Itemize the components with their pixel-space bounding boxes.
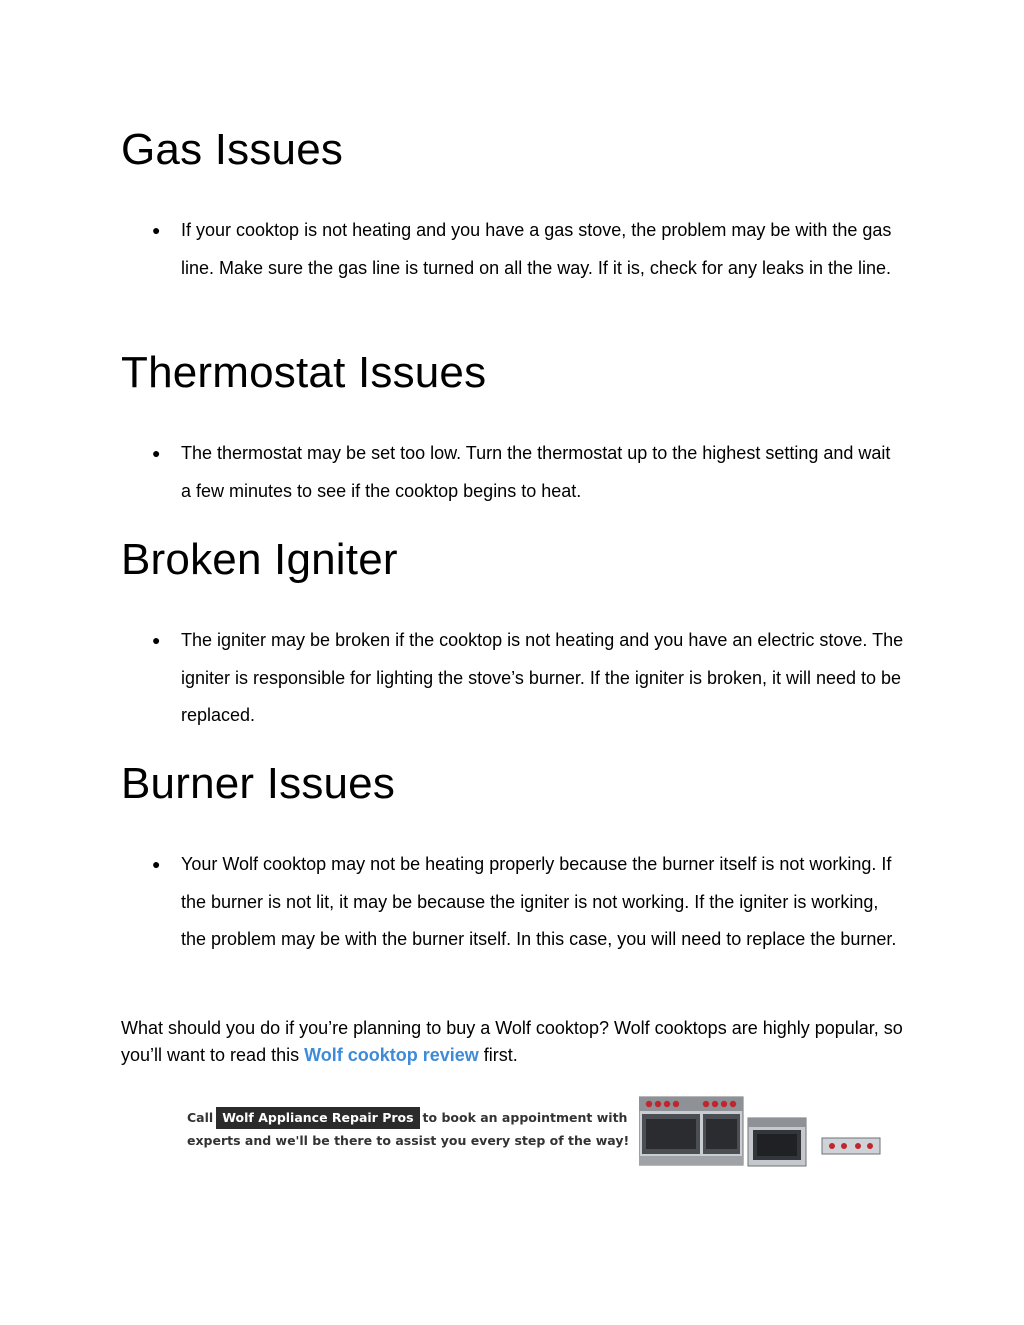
closing-text-before: What should you do if you’re planning to buy a Wolf cooktop? Wolf cooktops are highly popular, so you’ll want to read this (121, 1018, 903, 1065)
list-item (152, 846, 905, 959)
appliances-image (639, 1092, 889, 1170)
list-item-text: The thermostat may be set too low. Turn the thermostat up to the highest setting and wait a few minutes to see if the cooktop begins to heat. (181, 443, 891, 501)
banner-call: Call (187, 1110, 214, 1125)
list-item-text: The igniter may be broken if the cooktop is not heating and you have an electric stove. The igniter is responsible for lighting the stove’s burner. If the igniter is broken, it will need to be replaced. (181, 630, 904, 725)
section-heading: Broken Igniter (121, 535, 398, 584)
promo-banner[interactable] (184, 1092, 889, 1170)
closing-paragraph (121, 1015, 911, 1069)
list-item (152, 212, 905, 287)
wall-oven-icon (748, 1118, 806, 1166)
banner-line-1 (187, 1106, 629, 1129)
brand-badge: Wolf Appliance Repair Pros (216, 1107, 419, 1129)
section-broken-igniter (121, 535, 911, 735)
section-gas-issues (121, 125, 911, 287)
list-item-text: If your cooktop is not heating and you have a gas stove, the problem may be with the gas line. Make sure the gas line is turned on all the way. If it is, check for any leaks in the line. (181, 220, 892, 278)
bullet-icon: ● (152, 632, 161, 648)
closing-text-after: first. (478, 1045, 518, 1065)
section-heading: Burner Issues (121, 759, 396, 808)
list-item (152, 435, 905, 510)
section-thermostat-issues (121, 348, 911, 510)
bullet-icon: ● (152, 222, 161, 238)
bullet-icon: ● (152, 856, 161, 872)
list-item-text: Your Wolf cooktop may not be heating properly because the burner itself is not working. If the burner is not lit, it may be because the igniter is not working. If the igniter is working, the problem may be with the burner itself. In this case, you will need to replace the burner. (181, 854, 897, 949)
list-item (152, 622, 905, 735)
section-burner-issues (121, 759, 911, 959)
banner-text (187, 1106, 629, 1152)
section-heading: Thermostat Issues (121, 348, 487, 397)
wolf-cooktop-review-link[interactable]: Wolf cooktop review (304, 1045, 479, 1065)
banner-line-2: experts and we'll be there to assist you every step of the way! (187, 1133, 630, 1148)
range-stove-icon (639, 1097, 743, 1165)
banner-line-1-rest: to book an appointment with (422, 1110, 628, 1125)
section-heading: Gas Issues (121, 125, 344, 174)
bullet-icon: ● (152, 445, 161, 461)
rangetop-icon (822, 1138, 880, 1154)
